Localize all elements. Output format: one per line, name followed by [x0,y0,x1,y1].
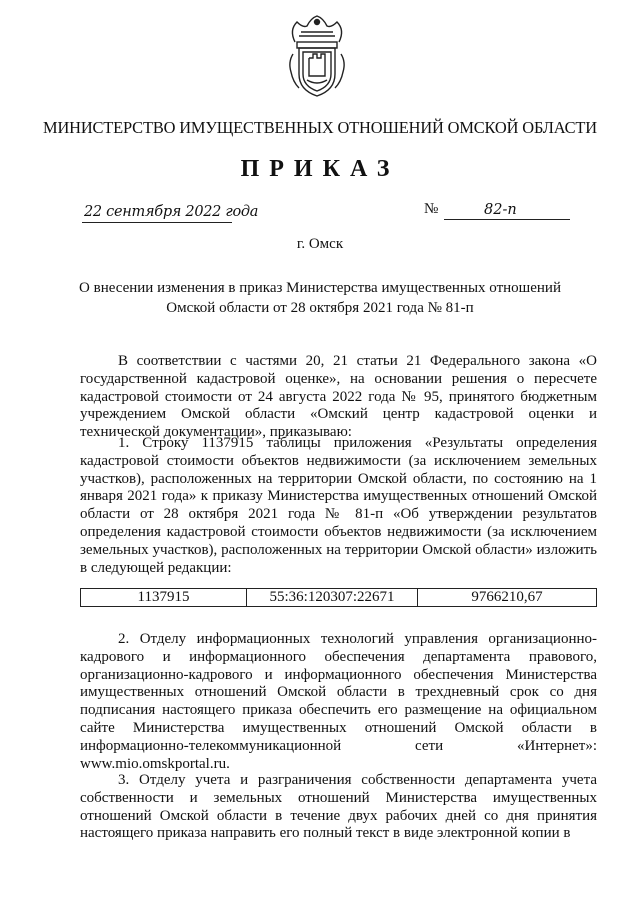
cadastral-value-cell: 9766210,67 [418,589,597,607]
subject-line-2: Омской области от 28 октября 2021 года № 81-п [166,300,474,316]
clause-1-paragraph [80,435,597,577]
table-row [81,589,597,607]
number-label: № [424,201,439,217]
coat-of-arms-emblem [285,14,349,100]
handwritten-number: 82-п [484,202,517,218]
row-number-cell: 1137915 [81,589,247,607]
handwritten-date: 22 сентября 2022 года [84,204,259,220]
city: г. Омск [296,236,344,252]
cadastral-number-cell: 55:36:120307:22671 [247,589,418,607]
order-subject [60,278,580,318]
preamble-text: В соответствии с частями 20, 21 статьи 21 Федерального закона «О государственной кадастровой оценке», на основании решения о пересчете кадастровой стоимости от 24 августа 2022 года № 95, принятого бюджетным учреждением Омской области «Омский центр кадастровой оценки и технической документации», приказываю: [80,353,597,441]
ministry-name: МИНИСТЕРСТВО ИМУЩЕСТВЕННЫХ ОТНОШЕНИЙ ОМСКОЙ ОБЛАСТИ [43,118,597,137]
cadastral-value-table [80,588,597,607]
clause-2-text: 2. Отделу информационных технологий управления организационно-кадрового и информационного обеспечения департамента правового, организационно-кадрового и информационного обеспечения Министерства имущественных отношений Омской области в трехдневный срок со дня подписания настоящего приказа обеспечить его размещение на официальном сайте Министерства имущественных отношений Омской области в информационно-телекоммуникационной сети «Интернет»: www.mio.omskportal.ru. [80,631,597,772]
clause-2-paragraph [80,631,597,773]
preamble-paragraph [80,353,597,442]
number-underline [444,219,570,220]
clause-3-text: 3. Отделу учета и разграничения собственности департамента учета собственности и земельных отношений Министерства имущественных отношений Омской области в течение двух рабочих дней со дня принятия настоящего приказа направить его полный текст в виде электронной копии в [80,772,597,842]
clause-1-text: 1. Строку 1137915 таблицы приложения «Результаты определения кадастровой стоимости объектов недвижимости (за исключением земельных участков), расположенных на территории Омской области, по состоянию на 1 января 2021 года» к приказу Министерства имущественных отношений Омской области от 28 октября 2021 года № 81-п «Об утверждении результатов определения кадастровой стоимости объектов недвижимости (за исключением земельных участков), расположенных на территории Омской области» изложить в следующей редакции: [80,435,597,576]
document-type-title: ПРИКАЗ [240,156,400,182]
date-underline [82,222,232,223]
clause-3-paragraph [80,772,597,843]
subject-line-1: О внесении изменения в приказ Министерства имущественных отношений [79,280,561,296]
